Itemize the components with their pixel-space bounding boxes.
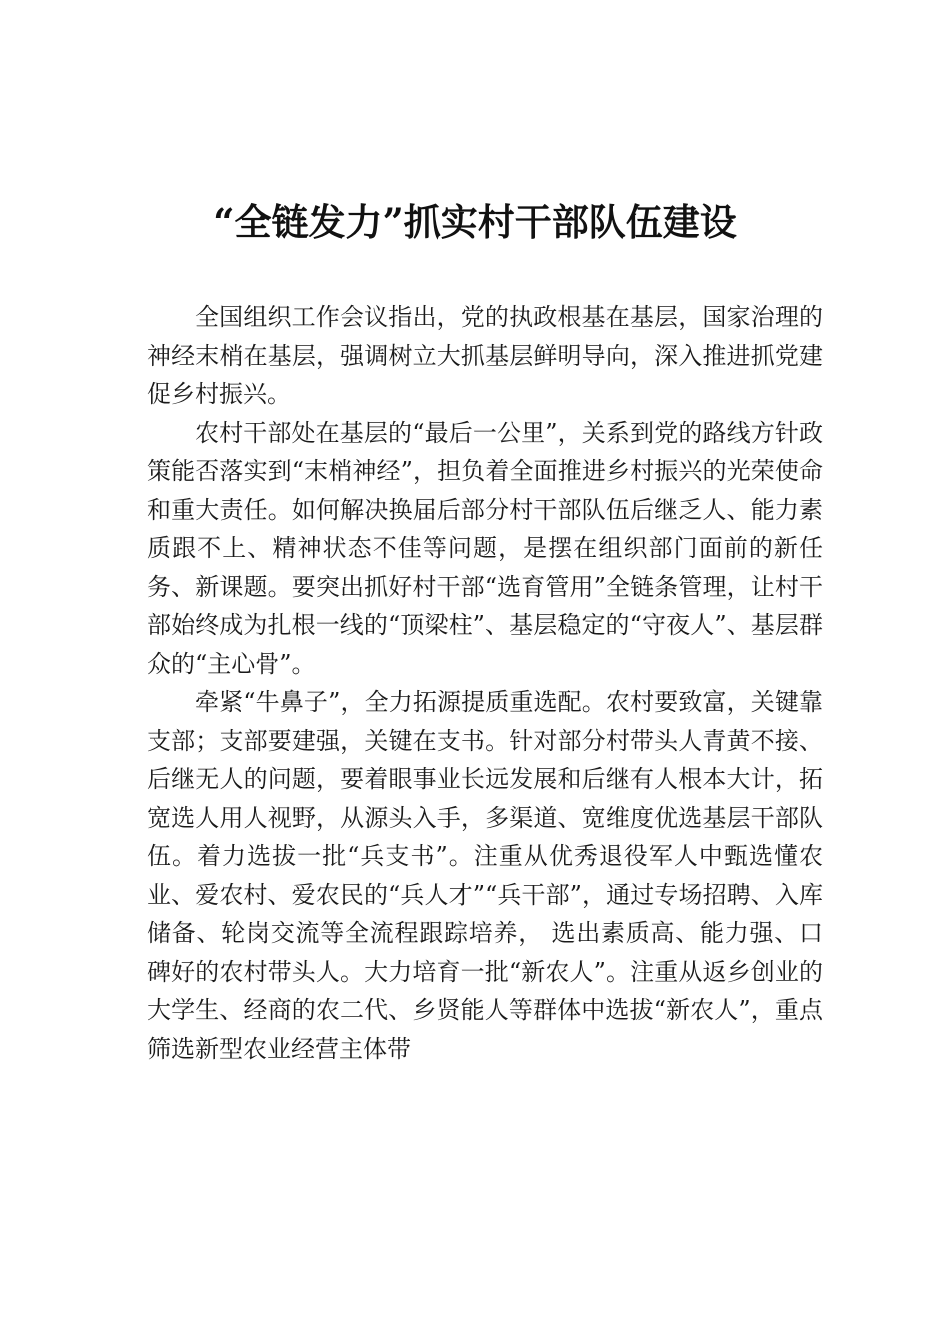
paragraph-2: 农村干部处在基层的“最后一公里”，关系到党的路线方针政策能否落实到“末梢神经”，担负着全面推进乡村振兴的光荣使命和重大责任。如何解决换届后部分村干部队伍后继乏人、能力素质跟不上、精神状态不佳等问题，是摆在组织部门面前的新任务、新课题。要突出抓好村干部“选育管用”全链条管理，让村干部始终成为扎根一线的“顶梁柱”、基层稳定的“守夜人”、基层群众的“主心骨”。 [147,418,823,678]
paragraph-3: 牵紧“牛鼻子”，全力拓源提质重选配。农村要致富，关键靠支部；支部要建强，关键在支书。针对部分村带头人青黄不接、后继无人的问题，要着眼事业长远发展和后继有人根本大计，拓宽选人用人视野，从源头入手，多渠道、宽维度优选基层干部队伍。着力选拔一批“兵支书”。注重从优秀退役军人中甄选懂农业、爱农村、爱农民的“兵人才”“兵干部”，通过专场招聘、入库储备、轮岗交流等全流程跟踪培养， 选出素质高、能力强、口碑好的农村带头人。大力培育一批“新农人”。注重从返乡创业的大学生、经商的农二代、乡贤能人等群体中选拔“新农人”，重点筛选新型农业经营主体带 [147,688,823,1063]
document-body [147,298,823,1068]
paragraph-1: 全国组织工作会议指出，党的执政根基在基层，国家治理的神经末梢在基层，强调树立大抓基层鲜明导向，深入推进抓党建促乡村振兴。 [147,303,823,408]
document-title: “全链发力”抓实村干部队伍建设 [213,199,737,244]
